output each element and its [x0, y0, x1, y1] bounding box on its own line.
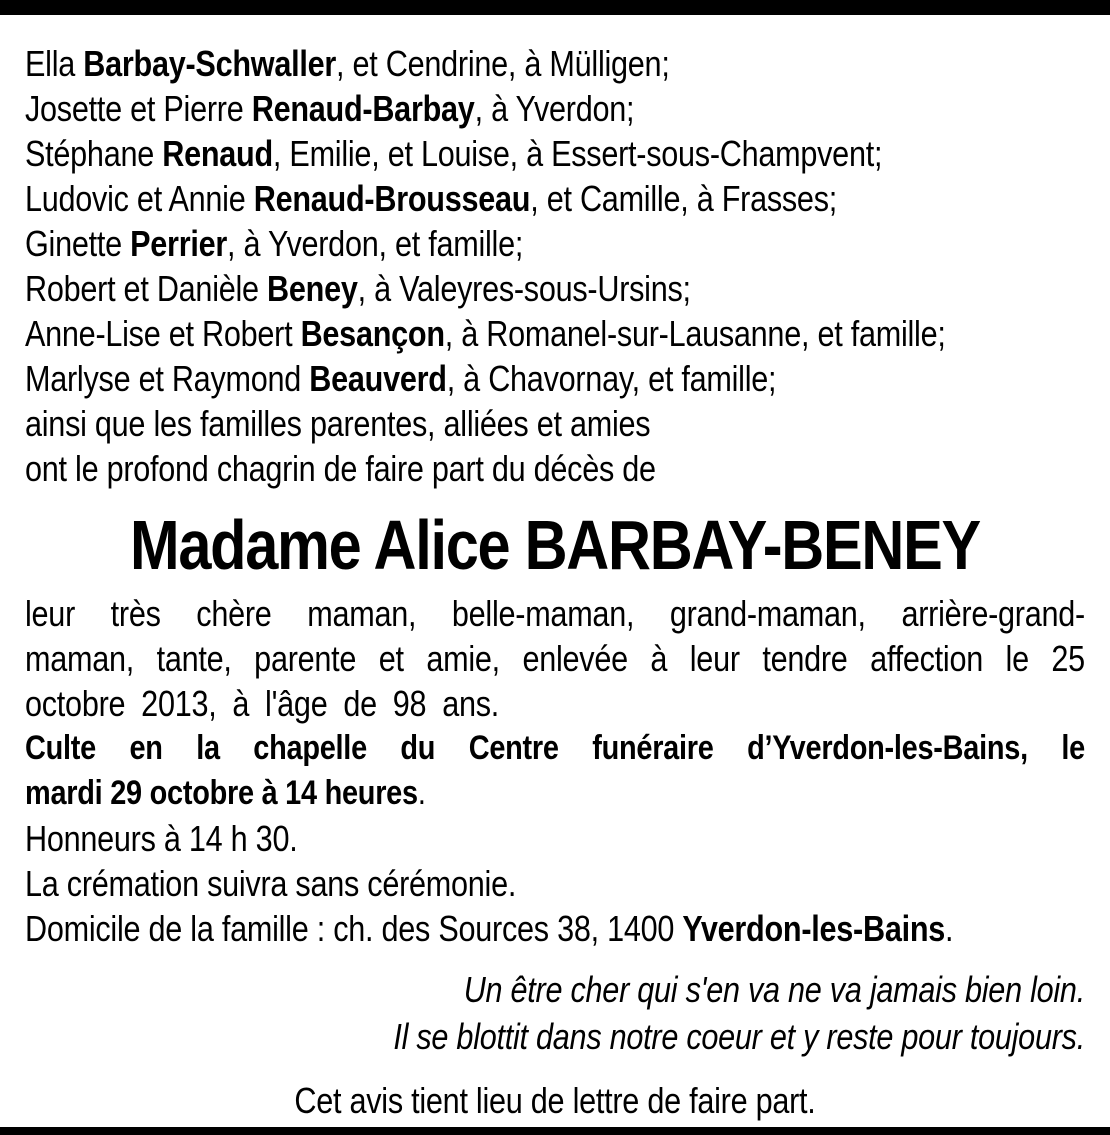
ceremony-period: .: [417, 774, 426, 812]
family-line: [25, 446, 1085, 491]
family-line-text: Robert et Danièle: [25, 268, 268, 309]
deceased-name-title: Madame Alice BARBAY-BENEY: [130, 506, 980, 584]
family-surname: Besançon: [300, 313, 445, 354]
intro-paragraph-line: maman, tante, parente et amie, enlevée à leur tendre affection le 25: [25, 638, 1085, 679]
family-line-text: Josette et Pierre: [25, 88, 252, 129]
family-line: [25, 401, 1085, 446]
family-line-text: Marlyse et Raymond: [25, 358, 310, 399]
family-line-text: , à Valeyres-sous-Ursins;: [357, 268, 691, 309]
family-surname: Perrier: [130, 223, 228, 264]
verse-line: Un être cher qui s'en va ne va jamais bien loin.: [463, 969, 1085, 1010]
notice-content: [25, 41, 1085, 1123]
family-line-text: , à Chavornay, et famille;: [446, 358, 777, 399]
family-line: [25, 41, 1085, 86]
intro-paragraph-line: octobre 2013, à l'âge de 98 ans.: [25, 683, 500, 724]
family-line-text: ainsi que les familles parentes, alliées et amies: [25, 403, 651, 444]
family-surname: Barbay-Schwaller: [83, 43, 337, 84]
address-city: Yverdon-les-Bains: [682, 908, 946, 949]
ceremony-line-1: Culte en la chapelle du Centre funéraire d’Yverdon-les-Bains, le: [25, 729, 1085, 767]
family-line: [25, 86, 1085, 131]
family-surname: Renaud: [162, 133, 273, 174]
family-surname: Beauverd: [309, 358, 447, 399]
family-line-text: Anne-Lise et Robert: [25, 313, 301, 354]
honors-line: Honneurs à 14 h 30.: [25, 818, 298, 859]
footer-note: Cet avis tient lieu de lettre de faire part.: [294, 1080, 816, 1121]
family-line: [25, 221, 1085, 266]
family-surname: Renaud-Brousseau: [253, 178, 531, 219]
family-line: [25, 266, 1085, 311]
ceremony-line-2: [25, 771, 1085, 816]
family-line-text: , et Cendrine, à Mülligen;: [336, 43, 670, 84]
family-line: [25, 356, 1085, 401]
family-line-text: Stéphane: [25, 133, 163, 174]
address-text: Domicile de la famille : ch. des Sources 38, 1400: [25, 908, 683, 949]
family-line-text: , à Romanel-sur-Lausanne, et famille;: [444, 313, 946, 354]
verse-line: Il se blottit dans notre coeur et y reste pour toujours.: [393, 1016, 1085, 1057]
family-line-text: Ginette: [25, 223, 131, 264]
family-line-text: ont le profond chagrin de faire part du décès de: [25, 448, 656, 489]
family-line-text: , Emilie, et Louise, à Essert-sous-Champvent;: [272, 133, 883, 174]
cremation-line: La crémation suivra sans cérémonie.: [25, 863, 517, 904]
intro-paragraph-line: leur très chère maman, belle-maman, grand-maman, arrière-grand-: [25, 593, 1085, 634]
family-line-text: , et Camille, à Frasses;: [530, 178, 837, 219]
family-surname: Beney: [267, 268, 358, 309]
family-line-text: Ludovic et Annie: [25, 178, 254, 219]
family-line-text: Ella: [25, 43, 84, 84]
family-address-line: [25, 906, 1085, 951]
family-line-text: , à Yverdon;: [474, 88, 635, 129]
address-period: .: [945, 908, 954, 949]
family-line: [25, 131, 1085, 176]
bottom-border-rule: [0, 1127, 1110, 1135]
memorial-verse: [25, 966, 1085, 1060]
family-line: [25, 311, 1085, 356]
family-line: [25, 176, 1085, 221]
ceremony-time-text: mardi 29 octobre à 14 heures: [25, 774, 418, 812]
top-border-rule: [0, 0, 1110, 15]
family-line-text: , à Yverdon, et famille;: [227, 223, 524, 264]
family-surname: Renaud-Barbay: [251, 88, 475, 129]
